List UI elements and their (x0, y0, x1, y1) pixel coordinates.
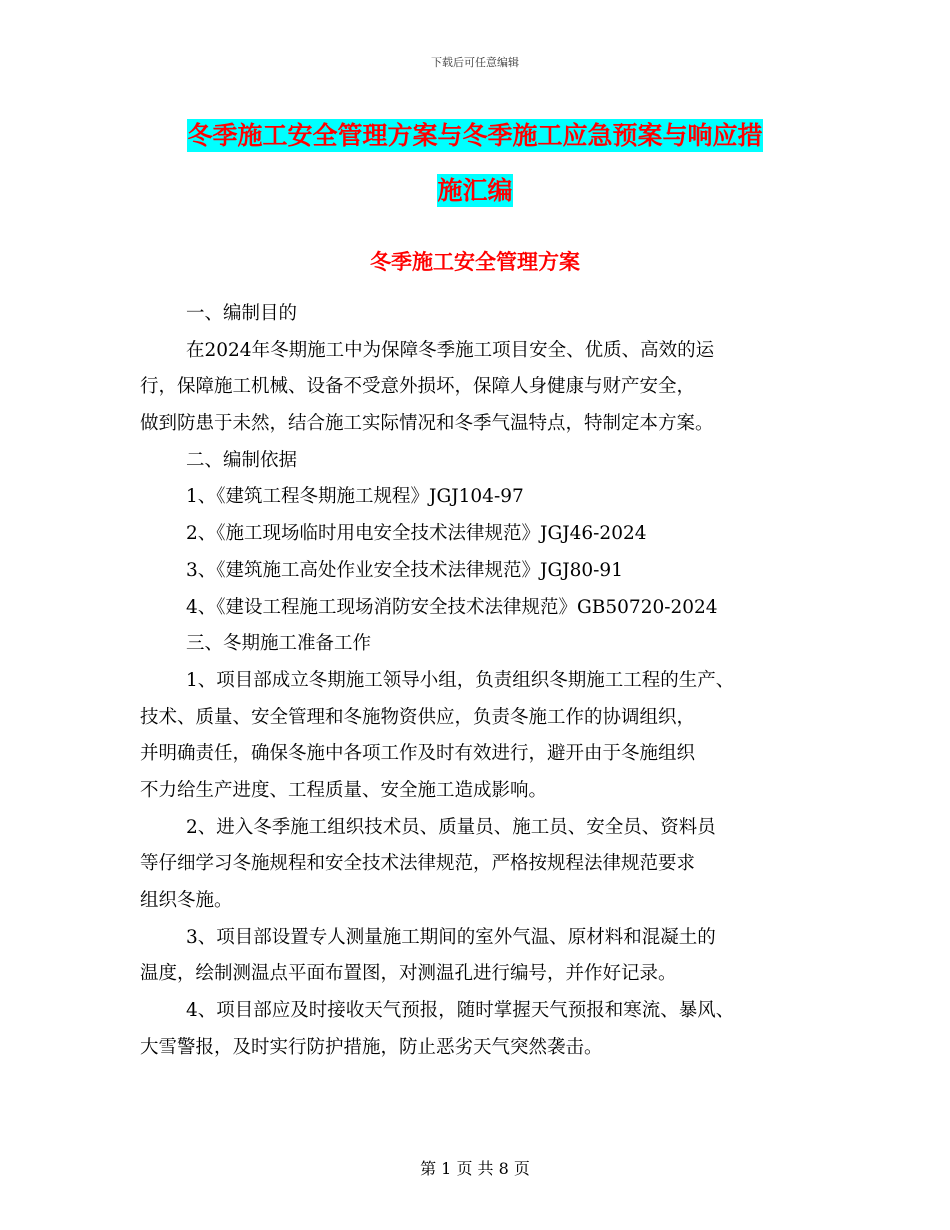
body-line: 一、编制目的 (186, 303, 298, 324)
body-line: 三、冬期施工准备工作 (186, 633, 372, 655)
body-line: 1、项目部成立冬期施工领导小组，负责组织冬期施工工程的生产、 (186, 669, 735, 691)
document-body (140, 296, 830, 1066)
body-line: 大雪警报，及时实行防护措施，防止恶劣天气突然袭击。 (140, 1036, 603, 1058)
header-note: 下载后可任意编辑 (431, 56, 519, 69)
body-line: 3、项目部设置专人测量施工期间的室外气温、原材料和混凝土的 (186, 926, 716, 948)
body-line: 二、编制依据 (186, 449, 298, 471)
document-title (0, 108, 950, 218)
body-line: 4、《建设工程施工现场消防安全技术法律规范》GB50720-2024 (186, 596, 718, 618)
body-line: 不力给生产进度、工程质量、安全施工造成影响。 (140, 779, 548, 801)
document-title-line-2 (0, 163, 950, 218)
body-line: 2、进入冬季施工组织技术员、质量员、施工员、安全员、资料员 (186, 816, 716, 838)
body-line: 在2024年冬期施工中为保障冬季施工项目安全、优质、高效的运 (186, 339, 715, 361)
title-line-1-text: 冬季施工安全管理方案与冬季施工应急预案与响应措 (187, 121, 763, 150)
body-line: 4、项目部应及时接收天气预报，随时掌握天气预报和寒流、暴风、 (186, 1000, 735, 1022)
body-line: 2、《施工现场临时用电安全技术法律规范》JGJ46-2024 (186, 523, 647, 545)
body-line: 组织冬施。 (140, 890, 233, 911)
body-line: 1、《建筑工程冬期施工规程》JGJ104-97 (186, 486, 524, 508)
body-line: 技术、质量、安全管理和冬施物资供应，负责冬施工作的协调组织， (140, 706, 696, 728)
body-line: 做到防患于未然，结合施工实际情况和冬季气温特点，特制定本方案。 (140, 413, 714, 435)
section-title: 冬季施工安全管理方案 (370, 249, 580, 274)
body-line: 3、《建筑施工高处作业安全技术法律规范》JGJ80-91 (186, 559, 623, 581)
body-line: 行，保障施工机械、设备不受意外损坏，保障人身健康与财产安全， (140, 376, 696, 398)
document-title-line-1 (0, 108, 950, 163)
body-line: 并明确责任，确保冬施中各项工作及时有效进行，避开由于冬施组织 (140, 743, 696, 765)
page-number-footer: 第 1 页 共 8 页 (420, 1159, 530, 1178)
body-line: 温度，绘制测温点平面布置图，对测温孔进行编号，并作好记录。 (140, 963, 677, 985)
title-line-2-text: 施汇编 (437, 176, 513, 205)
body-line: 等仔细学习冬施规程和安全技术法律规范，严格按规程法律规范要求 (140, 853, 696, 875)
